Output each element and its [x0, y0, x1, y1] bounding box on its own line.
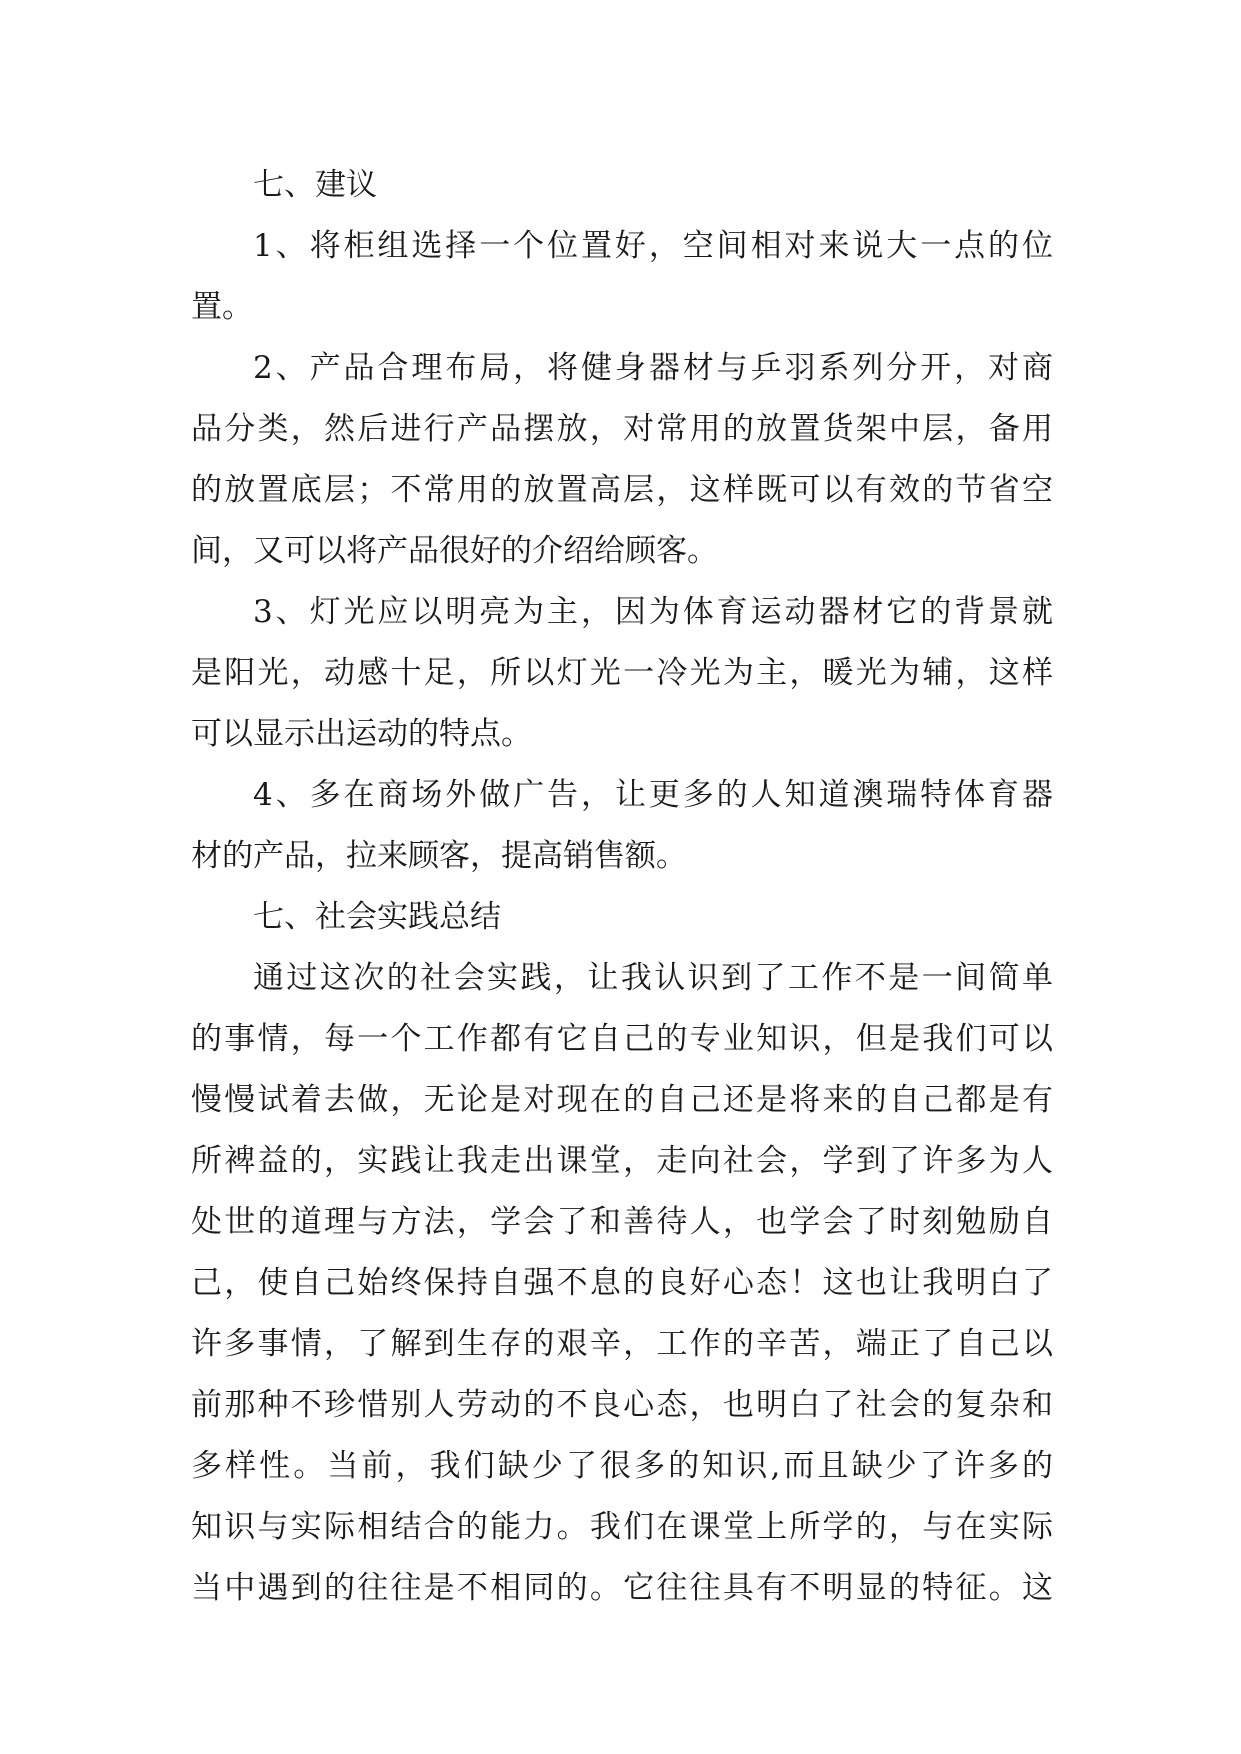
section-heading-summary: 七、社会实践总结 — [253, 899, 501, 935]
paragraph-line: 的事情，每一个工作都有它自己的专业知识，但是我们可以 — [191, 1021, 1053, 1057]
paragraph-line: 知识与实际相结合的能力。我们在课堂上所学的，与在实际 — [191, 1509, 1053, 1545]
paragraph-line: 前那种不珍惜别人劳动的不良心态，也明白了社会的复杂和 — [191, 1387, 1053, 1423]
paragraph-line: 通过这次的社会实践，让我认识到了工作不是一间简单 — [253, 960, 1053, 996]
paragraph-line: 所裨益的，实践让我走出课堂，走向社会，学到了许多为人 — [191, 1143, 1053, 1179]
paragraph-line: 慢慢试着去做，无论是对现在的自己还是将来的自己都是有 — [191, 1082, 1053, 1118]
section-heading-suggestions: 七、建议 — [253, 167, 377, 203]
paragraph-line: 品分类，然后进行产品摆放，对常用的放置货架中层，备用 — [191, 411, 1053, 447]
paragraph-line: 2、产品合理布局，将健身器材与乒羽系列分开，对商 — [253, 350, 1053, 386]
paragraph-line: 己，使自己始终保持自强不息的良好心态！这也让我明白了 — [191, 1265, 1053, 1301]
paragraph-line: 的放置底层；不常用的放置高层，这样既可以有效的节省空 — [191, 472, 1053, 508]
document-body — [191, 155, 1053, 1619]
paragraph-line: 材的产品，拉来顾客，提高销售额。 — [191, 838, 687, 874]
paragraph-line: 可以显示出运动的特点。 — [191, 716, 532, 752]
paragraph-line: 多样性。当前，我们缺少了很多的知识,而且缺少了许多的 — [191, 1448, 1053, 1484]
paragraph-line: 处世的道理与方法，学会了和善待人，也学会了时刻勉励自 — [191, 1204, 1053, 1240]
paragraph-line: 是阳光，动感十足，所以灯光一冷光为主，暖光为辅，这样 — [191, 655, 1053, 691]
paragraph-line: 1、将柜组选择一个位置好，空间相对来说大一点的位 — [253, 228, 1053, 264]
paragraph-line: 置。 — [191, 289, 253, 325]
paragraph-line: 4、多在商场外做广告，让更多的人知道澳瑞特体育器 — [253, 777, 1053, 813]
paragraph-line: 3、灯光应以明亮为主，因为体育运动器材它的背景就 — [253, 594, 1053, 630]
paragraph-line: 间，又可以将产品很好的介绍给顾客。 — [191, 533, 718, 569]
paragraph-line: 当中遇到的往往是不相同的。它往往具有不明显的特征。这 — [191, 1570, 1053, 1606]
paragraph-line: 许多事情，了解到生存的艰辛，工作的辛苦，端正了自己以 — [191, 1326, 1053, 1362]
